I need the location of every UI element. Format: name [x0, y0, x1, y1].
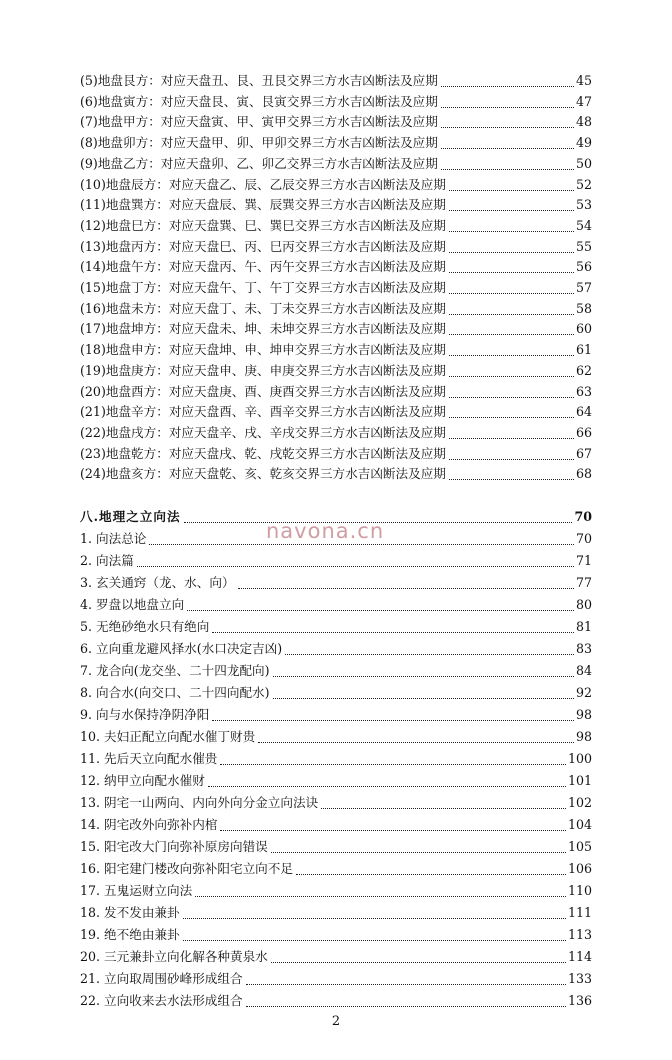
toc-entry-page: 55 — [575, 238, 592, 254]
toc-entry-page: 48 — [575, 114, 592, 130]
toc-entry[interactable] — [80, 153, 592, 173]
dot-leader — [271, 852, 566, 853]
toc-entry[interactable] — [80, 968, 592, 988]
toc-entry[interactable] — [80, 572, 592, 592]
dot-leader — [449, 252, 574, 253]
toc-entry-page: 111 — [567, 905, 592, 920]
toc-entry-page: 50 — [575, 155, 592, 171]
toc-entry-text: 19. 绝不绝由兼卦 — [80, 927, 180, 942]
dot-leader — [441, 169, 574, 170]
toc-entry-text: 11. 先后天立向配水催贵 — [80, 751, 218, 766]
toc-entry-text: 1. 向法总论 — [80, 531, 147, 546]
toc-entry[interactable] — [80, 660, 592, 680]
toc-entry-text: (22)地盘戌方：对应天盘辛、戌、辛戌交界三方水吉凶断法及应期 — [80, 424, 446, 440]
toc-entry[interactable] — [80, 91, 592, 111]
toc-entry[interactable] — [80, 236, 592, 256]
toc-entry-text: 9. 向与水保持净阴净阳 — [80, 707, 210, 722]
toc-entry-text: (13)地盘丙方：对应天盘巳、丙、巳丙交界三方水吉凶断法及应期 — [80, 238, 446, 254]
toc-entry-text: 18. 发不发由兼卦 — [80, 905, 180, 920]
toc-entry-text: 13. 阴宅一山两向、内向外向分金立向法诀 — [80, 795, 319, 810]
dot-leader — [449, 397, 574, 398]
toc-entry[interactable] — [80, 946, 592, 966]
toc-entry[interactable] — [80, 550, 592, 570]
toc-entry-text: 6. 立向重龙避风择水(水口决定吉凶) — [80, 641, 283, 656]
toc-entry-page: 106 — [567, 861, 592, 876]
toc-entry[interactable] — [80, 401, 592, 421]
dot-leader — [441, 148, 574, 149]
toc-entry-text: 5. 无绝砂绝水只有绝向 — [80, 619, 210, 634]
toc-entry-text: (9)地盘乙方：对应天盘卯、乙、卯乙交界三方水吉凶断法及应期 — [80, 155, 438, 171]
dot-leader — [212, 632, 574, 633]
dot-leader — [449, 231, 574, 232]
toc-entry[interactable] — [80, 726, 592, 746]
toc-entry[interactable] — [80, 132, 592, 152]
toc-entry[interactable] — [80, 381, 592, 401]
toc-entry-page: 104 — [567, 817, 592, 832]
toc-entry-page: 56 — [575, 259, 592, 275]
toc-entry[interactable] — [80, 277, 592, 297]
toc-entry[interactable] — [80, 360, 592, 380]
dot-leader — [137, 566, 574, 567]
dot-leader — [220, 764, 566, 765]
toc-entry-text: (14)地盘午方：对应天盘丙、午、丙午交界三方水吉凶断法及应期 — [80, 259, 446, 275]
toc-entry-page: 81 — [575, 619, 592, 634]
dot-leader — [285, 654, 574, 655]
toc-entry-page: 60 — [575, 321, 592, 337]
toc-entry-page: 63 — [575, 383, 592, 399]
dot-leader — [441, 86, 574, 87]
dot-leader — [449, 417, 574, 418]
dot-leader — [187, 610, 574, 611]
toc-entry-page: 105 — [567, 839, 592, 854]
dot-leader — [246, 984, 566, 985]
toc-entry-page: 70 — [575, 531, 592, 546]
page-number: 2 — [331, 1014, 341, 1029]
toc-entry-page: 102 — [567, 795, 592, 810]
toc-heading-text: 八.地理之立向法 — [80, 509, 181, 524]
toc-entry-text: 20. 三元兼卦立向化解各种黄泉水 — [80, 949, 268, 964]
dot-leader — [441, 127, 574, 128]
dot-leader — [273, 698, 574, 699]
dot-leader — [296, 874, 566, 875]
toc-entry-text: (6)地盘寅方：对应天盘艮、寅、艮寅交界三方水吉凶断法及应期 — [80, 93, 438, 109]
toc-entry-text: (18)地盘申方：对应天盘坤、申、坤申交界三方水吉凶断法及应期 — [80, 342, 446, 358]
toc-entry-page: 136 — [567, 993, 592, 1008]
toc-entry-page: 67 — [575, 445, 592, 461]
toc-entry-page: 113 — [567, 927, 592, 942]
toc-entry[interactable] — [80, 858, 592, 878]
toc-entry-text: (20)地盘酉方：对应天盘庚、酉、庚酉交界三方水吉凶断法及应期 — [80, 383, 446, 399]
toc-entry-text: (11)地盘巽方：对应天盘辰、巽、辰巽交界三方水吉凶断法及应期 — [80, 197, 446, 213]
toc-entry-page: 52 — [575, 176, 592, 192]
toc-entry-text: 3. 玄关通窍（龙、水、向） — [80, 575, 235, 590]
toc-entry-text: (23)地盘乾方：对应天盘戌、乾、戌乾交界三方水吉凶断法及应期 — [80, 445, 446, 461]
toc-entry-page: 62 — [575, 362, 592, 378]
dot-leader — [149, 544, 574, 545]
toc-entry-page: 80 — [575, 597, 592, 612]
toc-entry[interactable] — [80, 422, 592, 442]
toc-heading-page: 70 — [574, 509, 592, 524]
toc-entry-text: (8)地盘卯方：对应天盘甲、卯、甲卯交界三方水吉凶断法及应期 — [80, 135, 438, 151]
toc-entry-text: 12. 纳甲立向配水催财 — [80, 773, 205, 788]
toc-entry[interactable] — [80, 616, 592, 636]
dot-leader — [449, 479, 574, 480]
toc-entry-page: 83 — [575, 641, 592, 656]
toc-entry-page: 92 — [575, 685, 592, 700]
toc-entry-page: 101 — [567, 773, 592, 788]
toc-entry-page: 98 — [575, 729, 592, 744]
toc-entry-text: 17. 五鬼运财立向法 — [80, 883, 193, 898]
toc-entry-page: 114 — [567, 949, 592, 964]
dot-leader — [195, 896, 566, 897]
dot-leader — [183, 940, 566, 941]
toc-entry[interactable] — [80, 339, 592, 359]
dot-leader — [183, 918, 566, 919]
dot-leader — [258, 742, 574, 743]
toc-entry-text: 7. 龙合向(龙交坐、二十四龙配向) — [80, 663, 270, 678]
toc-entry-text: 14. 阴宅改外向弥补内棺 — [80, 817, 218, 832]
toc-entry-text: (24)地盘亥方：对应天盘乾、亥、乾亥交界三方水吉凶断法及应期 — [80, 466, 446, 482]
dot-leader — [208, 786, 566, 787]
dot-leader — [212, 720, 574, 721]
toc-entry-text: (15)地盘丁方：对应天盘午、丁、午丁交界三方水吉凶断法及应期 — [80, 280, 446, 295]
dot-leader — [441, 107, 574, 108]
toc-entry-page: 54 — [575, 217, 592, 233]
dot-leader — [449, 459, 574, 460]
toc-entry-page: 57 — [575, 280, 592, 295]
toc-entry-page: 47 — [575, 93, 592, 109]
dot-leader — [271, 962, 566, 963]
dot-leader — [220, 830, 566, 831]
toc-entry[interactable] — [80, 990, 592, 1010]
dot-leader — [449, 272, 574, 273]
toc-entry-page: 45 — [575, 73, 592, 88]
toc-entry[interactable] — [80, 298, 592, 318]
toc-entry[interactable] — [80, 704, 592, 724]
toc-entry-page: 100 — [567, 751, 592, 766]
toc-entry-text: 8. 向合水(向交口、二十四向配水) — [80, 685, 270, 700]
toc-entry-text: 15. 阳宅改大门向弥补原房向错误 — [80, 839, 268, 854]
toc-entry-text: 21. 立向取周围砂峰形成组合 — [80, 971, 243, 986]
toc-entry-text: 16. 阳宅建门楼改向弥补阳宅立向不足 — [80, 861, 293, 876]
toc-entry[interactable] — [80, 463, 592, 483]
toc-entry[interactable] — [80, 814, 592, 834]
toc-entry-page: 84 — [575, 663, 592, 678]
toc-entry[interactable] — [80, 770, 592, 790]
toc-entry-page: 133 — [567, 971, 592, 986]
toc-entry[interactable] — [80, 194, 592, 214]
toc-entry-text: (17)地盘坤方：对应天盘未、坤、未坤交界三方水吉凶断法及应期 — [80, 321, 446, 337]
dot-leader — [238, 588, 574, 589]
dot-leader — [449, 376, 574, 377]
toc-entry[interactable] — [80, 215, 592, 235]
toc-entry-page: 64 — [575, 404, 592, 420]
toc-entry-text: 2. 向法篇 — [80, 553, 134, 568]
toc-entry-page: 66 — [575, 424, 592, 440]
toc-entry[interactable] — [80, 638, 592, 658]
toc-entry-text: 10. 夫妇正配立向配水催丁财贵 — [80, 729, 256, 744]
watermark: navona.cn — [266, 519, 385, 543]
toc-entry[interactable] — [80, 318, 592, 338]
toc-entry[interactable] — [80, 111, 592, 131]
dot-leader — [449, 210, 574, 211]
toc-entry-page: 71 — [575, 553, 592, 568]
toc-entry[interactable] — [80, 792, 592, 812]
toc-entry[interactable] — [80, 174, 592, 194]
toc-entry[interactable] — [80, 902, 592, 922]
dot-leader — [321, 808, 566, 809]
toc-entry[interactable] — [80, 443, 592, 463]
toc-entry-page: 49 — [575, 135, 592, 151]
toc-entry-text: (16)地盘未方：对应天盘丁、未、丁未交界三方水吉凶断法及应期 — [80, 300, 446, 316]
toc-entry-text: 4. 罗盘以地盘立向 — [80, 597, 185, 612]
toc-entry-text: (5)地盘艮方：对应天盘丑、艮、丑艮交界三方水吉凶断法及应期 — [80, 73, 438, 88]
toc-entry[interactable] — [80, 748, 592, 768]
toc-entry-page: 58 — [575, 300, 592, 316]
toc-entry-page: 98 — [575, 707, 592, 722]
toc-entry-text: 22. 立向收来去水法形成组合 — [80, 993, 243, 1008]
toc-entry-text: (7)地盘甲方：对应天盘寅、甲、寅甲交界三方水吉凶断法及应期 — [80, 114, 438, 130]
dot-leader — [273, 676, 574, 677]
dot-leader — [246, 1006, 566, 1007]
toc-entry-text: (19)地盘庚方：对应天盘申、庚、申庚交界三方水吉凶断法及应期 — [80, 362, 446, 378]
toc-entry-page: 77 — [575, 575, 592, 590]
dot-leader — [449, 190, 574, 191]
dot-leader — [449, 438, 574, 439]
toc-entry[interactable] — [80, 256, 592, 276]
toc-entry-page: 53 — [575, 197, 592, 213]
toc-entry-text: (12)地盘巳方：对应天盘巽、巳、巽巳交界三方水吉凶断法及应期 — [80, 217, 446, 233]
toc-entry-page: 110 — [567, 883, 592, 898]
toc-entry[interactable] — [80, 924, 592, 944]
toc-entry-page: 68 — [575, 466, 592, 482]
toc-entry[interactable] — [80, 682, 592, 702]
toc-entry-text: (21)地盘辛方：对应天盘酉、辛、酉辛交界三方水吉凶断法及应期 — [80, 404, 446, 420]
toc-entry-page: 61 — [575, 342, 592, 358]
toc-entry[interactable] — [80, 70, 592, 90]
toc-entry-text: (10)地盘辰方：对应天盘乙、辰、乙辰交界三方水吉凶断法及应期 — [80, 176, 446, 192]
dot-leader — [449, 293, 574, 294]
dot-leader — [449, 355, 574, 356]
toc-entry[interactable] — [80, 880, 592, 900]
dot-leader — [449, 314, 574, 315]
toc-entry[interactable] — [80, 836, 592, 856]
toc-entry[interactable] — [80, 594, 592, 614]
dot-leader — [449, 334, 574, 335]
